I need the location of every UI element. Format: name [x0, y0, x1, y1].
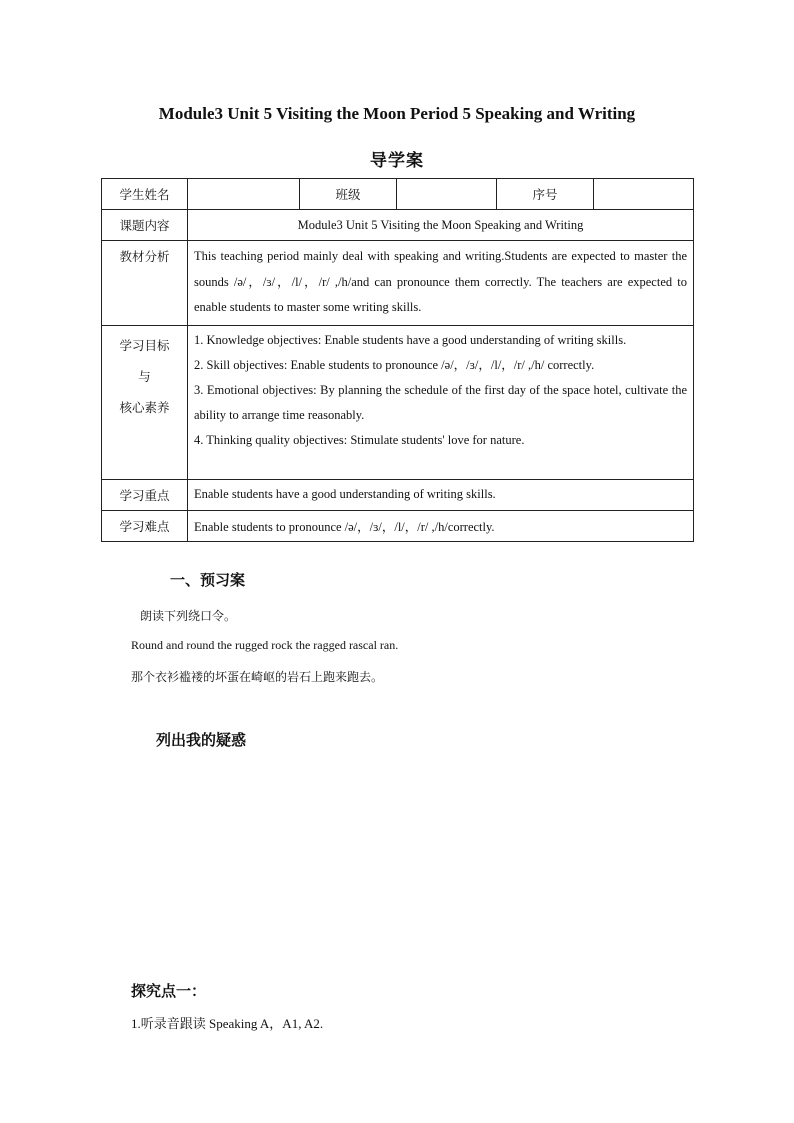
goals-list [188, 325, 694, 479]
student-name-label: 学生姓名 [102, 179, 188, 210]
goals-label-line2: 与 [138, 368, 151, 384]
difficulty-label: 学习难点 [102, 510, 188, 541]
goal-item: 2. Skill objectives: Enable students to pronounce /ə/，/ɜ/，/l/，/r/ ,/h/ correctly. [194, 357, 595, 372]
table-row-goals [102, 325, 694, 479]
goals-label-line1: 学习目标 [119, 337, 170, 353]
difficulty-value: Enable students to pronounce /ə/，/ɜ/，/l/，/r/ ,/h/correctly. [188, 510, 694, 541]
goals-label-line3: 核心素养 [119, 399, 170, 415]
goals-label [102, 325, 188, 479]
class-label: 班级 [300, 179, 397, 210]
student-name-field[interactable] [188, 179, 300, 210]
table-row-analysis [102, 241, 694, 326]
document-subtitle: 导学案 [370, 151, 424, 171]
goal-item: 3. Emotional objectives: By planning the schedule of the first day of the space hotel, cultivate the ability to arrange time reasonably. [194, 382, 687, 422]
info-table [101, 178, 694, 542]
seat-number-field[interactable] [594, 179, 694, 210]
key-point-value: Enable students have a good understanding of writing skills. [188, 479, 694, 510]
tongue-twister-zh: 那个衣衫褴褛的坏蛋在崎岖的岩石上跑来跑去。 [131, 670, 384, 684]
table-row-topic [102, 210, 694, 241]
topic-value: Module3 Unit 5 Visiting the Moon Speaking and Writing [188, 210, 694, 241]
topic-label: 课题内容 [102, 210, 188, 241]
key-point-label: 学习重点 [102, 479, 188, 510]
questions-heading: 列出我的疑惑 [156, 731, 247, 749]
preview-instruction: 朗读下列绕口令。 [140, 609, 237, 623]
analysis-label: 教材分析 [102, 241, 188, 326]
goal-item: 4. Thinking quality objectives: Stimulate students' love for nature. [194, 432, 525, 447]
table-row-key-point [102, 479, 694, 510]
analysis-value: This teaching period mainly deal with speaking and writing.Students are expected to master the sounds /ə/，/ɜ/，/l/，/r/ ,/h/and can pronounce them correctly. The teachers are expected to enable students to master some writing skills. [188, 241, 694, 326]
table-row-difficulty [102, 510, 694, 541]
explore-item-1: 1.听录音跟读 Speaking A，A1, A2. [131, 1016, 324, 1031]
tongue-twister-en: Round and round the rugged rock the ragged rascal ran. [131, 638, 399, 652]
explore-heading: 探究点一： [131, 982, 207, 1000]
preview-heading: 一、预习案 [170, 571, 246, 589]
class-field[interactable] [397, 179, 497, 210]
document-title: Module3 Unit 5 Visiting the Moon Period 5 Speaking and Writing [158, 104, 636, 123]
goal-item: 1. Knowledge objectives: Enable students have a good understanding of writing skills. [194, 332, 627, 347]
table-row-student [102, 179, 694, 210]
seat-number-label: 序号 [497, 179, 594, 210]
